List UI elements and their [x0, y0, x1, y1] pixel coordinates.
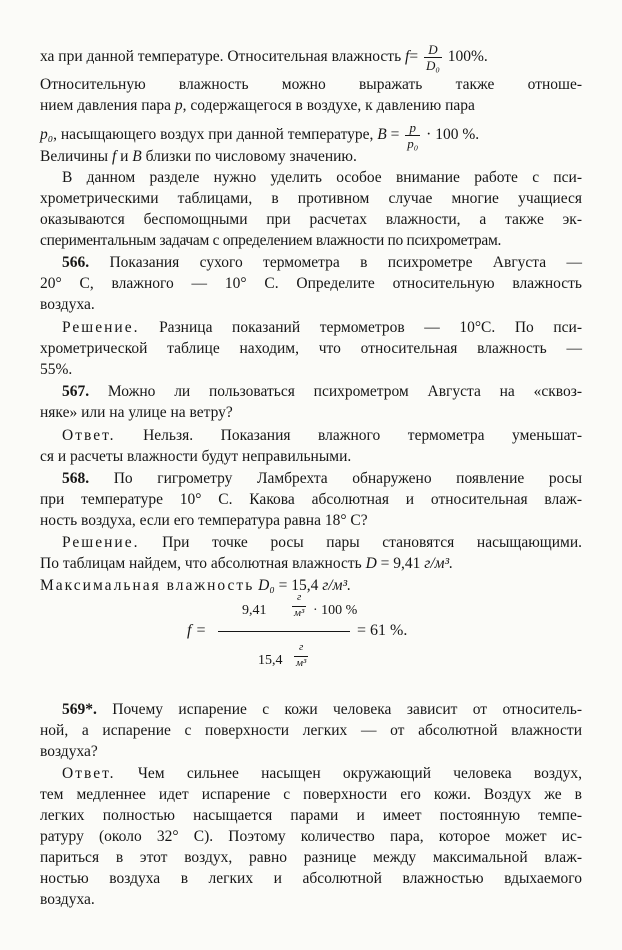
fraction-d-over-d0: $\frac{D}{\text{D₀}}$	[425, 42, 440, 73]
problem-566: 566. Показания сухого термометра в психрометре Августа —	[62, 254, 582, 271]
book-page: ха при данной температуре. Относительная влажность f= $\frac{D}{\text{D₀}}$ 100%. Относительную влажность можно выражать также отноше- нием давления пара p, содержащегося в воздухе, к давлению пара p₀, насыщающего воздух при данной температуре, B = $\frac{p}{\text{p₀}}$ · 100 %. Величины f и B близки по числовому значению. В данном разделе нужно уделить особое внимание работе с пси- хрометрическими таблицами, в противном случае многие учащиеся оказываются беспомощными при расчетах влажности, а также эк- спериментальным задачам с определением влажности по психрометрам. 566. Показания сухого термометра в психрометре Августа — 20° С, влажного — 10° С. Определите относительную влажность воздуха. Решение. Разница показаний термометров — 10°С. По пси- хрометрической таблице находим, что относительная влажность — 55%. 567. Можно ли пользоваться психрометром Августа на «сквоз- няке» или на улице на ветру? Ответ. Нельзя. Показания влажного термометра уменьшат- ся и расчеты влажности будут неправильными. 568. По гигрометру Ламбрехта обнаружено появление росы при температуре 10° С. Какова абсолютная и относительная влаж- ность воздуха, если его температура равна 18° С? Решение. При точке росы пары становятся насыщающими. По таблицам найдем, что абсолютная влажность D = 9,41 г/м³. Максимальная влажность D₀ = 15,4 г/м³. f = 9,41 г м³ · 100 % 15,4 г м³ = 61 %. 569*. Почему испарение с кожи человека зависит от относитель- ной, а испарение с поверхности легких — от абсолютной влажности воздуха? Ответ. Чем сильнее насыщен окружающий человека воздух, тем медленнее идет испарение с поверхности его кожи. Воздух же в легких полностью насыщается парами и имеет постоянную темпе- ратуру (около 32° С). Поэтому количество пара, которое может ис- париться в этот воздух, равно разнице между максимальной влаж- ностью воздуха в легких и абсолютной влажностью вдыхаемого воздуха.	[40, 42, 583, 908]
text-line: Величины f и B близки по числовому значению.	[40, 148, 357, 165]
text-line: спериментальным задачам с определением влажности по психрометрам.	[40, 232, 502, 249]
text-line: ратуру (около 32° С). Поэтому количество пара, которое может ис-	[40, 828, 582, 845]
text-line: париться в этот воздух, равно разнице между максимальной влаж-	[40, 849, 582, 866]
text-line: при температуре 10° С. Какова абсолютная и относительная влаж-	[40, 491, 582, 508]
text-line: 20° С, влажного — 10° С. Определите относительную влажность	[40, 275, 582, 292]
text-line: В данном разделе нужно уделить особое внимание работе с пси-	[62, 169, 582, 186]
text-line: ность воздуха, если его температура равна 18° С?	[40, 512, 368, 529]
text-line: Максимальная влажность D₀ = 15,4 г/м³.	[40, 577, 352, 594]
fraction-p-over-p0: $\frac{p}{\text{p₀}}$	[407, 120, 419, 151]
text-line: няке» или на улице на ветру?	[40, 404, 233, 421]
text-line: хрометрическими таблицами, в противном случае многие учащиеся	[40, 190, 582, 207]
text-line: ся и расчеты влажности будут неправильными.	[40, 448, 352, 465]
text-line: воздуха?	[40, 743, 98, 760]
text-line: легких полностью насыщается парами и имеет постоянную темпе-	[40, 807, 582, 824]
problem-569: 569*. Почему испарение с кожи человека зависит от относитель-	[62, 701, 583, 718]
solution-566: Решение. Разница показаний термометров — 10°С. По пси-	[62, 319, 582, 336]
text-line: воздуха.	[40, 296, 95, 313]
text-line: По таблицам найдем, что абсолютная влажность D = 9,41 г/м³.	[40, 555, 454, 572]
text-line: тем медленнее идет испарение с поверхности его кожи. Воздух же в	[40, 786, 582, 803]
text-line: ной, а испарение с поверхности легких — от абсолютной влажности	[40, 722, 582, 739]
solution-568: Решение. При точке росы пары становятся насыщающими.	[62, 534, 582, 551]
problem-568: 568. По гигрометру Ламбрехта обнаружено появление росы	[62, 470, 582, 487]
text-line: 55%.	[40, 361, 73, 378]
text-line: ха при данной температуре. Относительная влажность f= $\frac{D}{\text{D₀}}$ 100%.	[40, 42, 488, 73]
text-line: ностью воздуха в легких и абсолютной влажностью вдыхаемого	[40, 870, 582, 887]
answer-567: Ответ. Нельзя. Показания влажного термометра уменьшат-	[62, 427, 582, 444]
text-line: воздуха.	[40, 891, 95, 908]
text-line: оказываются беспомощными при расчетах влажности, а также эк-	[40, 211, 582, 228]
text-line: Относительную влажность можно выражать также отноше-	[40, 76, 582, 93]
text-line: нием давления пара p, содержащегося в воздухе, к давлению пара	[40, 97, 475, 114]
problem-567: 567. Можно ли пользоваться психрометром Августа на «сквоз-	[62, 383, 582, 400]
text-line: хрометрической таблице находим, что относительная влажность —	[40, 340, 582, 357]
text-line: p₀, насыщающего воздух при данной температуре, B = $\frac{p}{\text{p₀}}$ · 100 %.	[40, 120, 480, 151]
answer-569: Ответ. Чем сильнее насыщен окружающий человека воздух,	[62, 765, 582, 782]
